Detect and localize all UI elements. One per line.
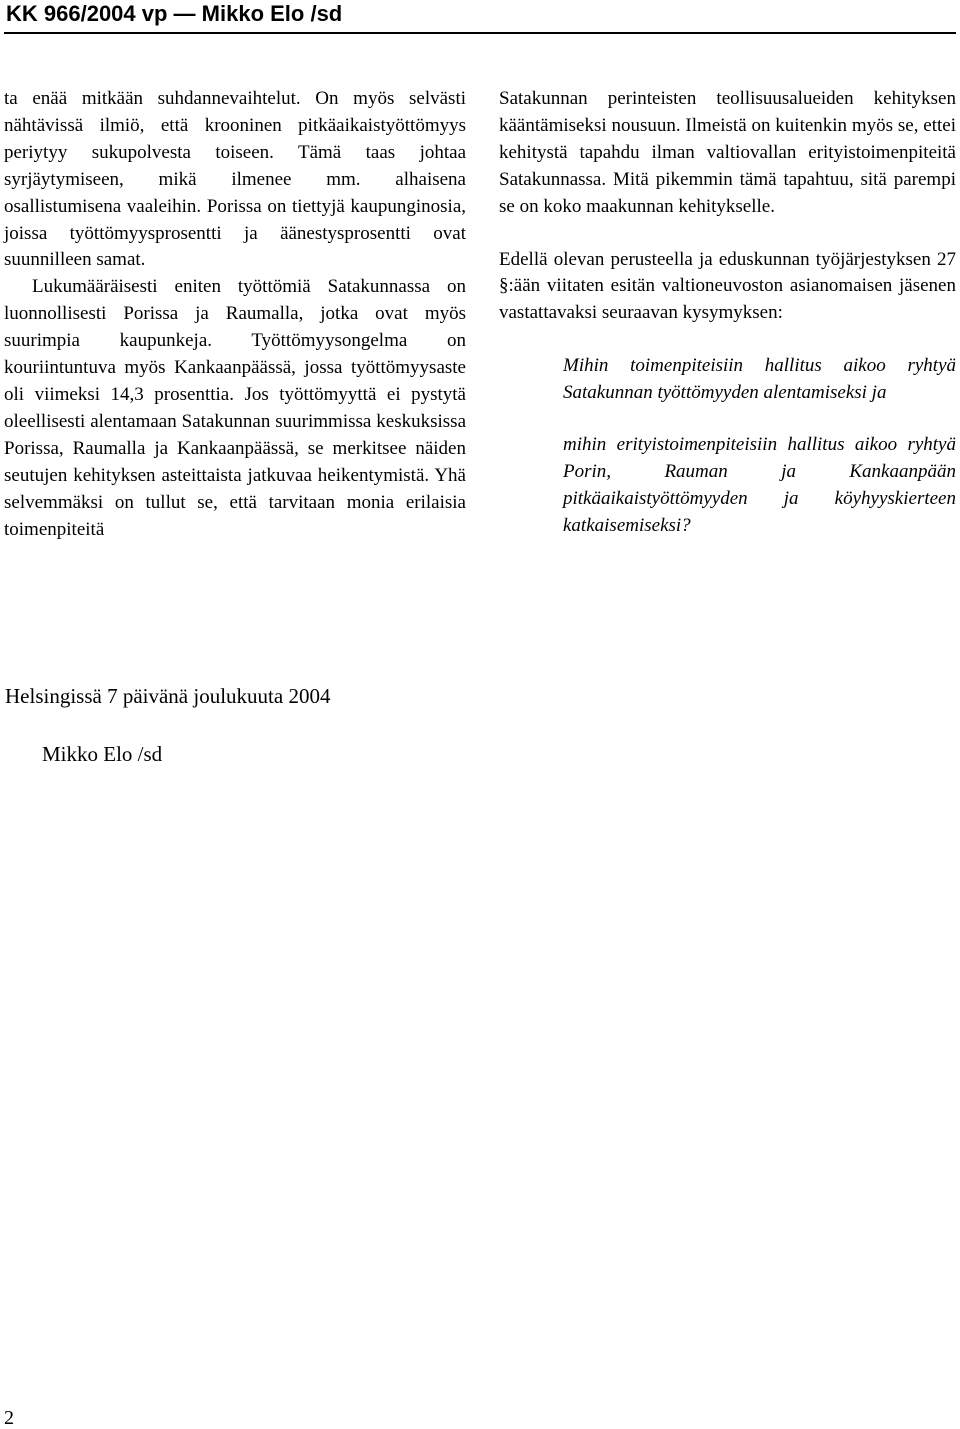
body-paragraph: Edellä olevan perusteella ja eduskunnan työjärjestyksen 27 §:ään viitaten esitän valtioneuvoston asianomaisen jäsenen vastattavaksi seuraavan kysymyksen:: [499, 248, 956, 324]
body-paragraph: Lukumääräisesti eniten työttömiä Satakunnassa on luonnollisesti Porissa ja Raumalla, jotka ovat myös suurimpia kaupunkeja. Työttömyysongelma on kouriintuntuva myös Kankaanpäässä, jossa työttömyysaste oli viimeksi 14,3 prosenttia. Jos työttömyyttä ei pystytä oleellisesti alentamaan Satakunnan suurimmissa keskuksissa Porissa, Raumalla ja Kankaanpäässä, se merkitsee näiden seutujen kehityksen asteittaista jatkuvaa heikentymistä. Yhä selvemmäksi on tullut se, että tarvitaan monia erilaisia toimenpiteitä: [4, 276, 466, 540]
question-item: mihin erityistoimenpiteisiin hallitus aikoo ryhtyä Porin, Rauman ja Kankaanpään pitkäaikaistyöttömyyden ja köyhyyskierteen katkaisemiseksi?: [563, 434, 956, 536]
header-divider: [4, 32, 956, 34]
page-number: 2: [4, 1407, 14, 1429]
right-text-column: [499, 86, 956, 565]
question-list: [563, 353, 956, 539]
left-text-column: [4, 86, 466, 543]
body-paragraph: ta enää mitkään suhdannevaihtelut. On myös selvästi nähtävissä ilmiö, että krooninen pitkäaikaistyöttömyys periytyy sukupolvesta toiseen. Tämä taas johtaa syrjäytymiseen, mikä ilmenee mm. alhaisena osallistumisena vaaleihin. Porissa on tiettyjä kaupunginosia, joissa työttömyysprosentti ja äänestysprosentti ovat suunnilleen samat.: [4, 88, 466, 271]
question-item: Mihin toimenpiteisiin hallitus aikoo ryhtyä Satakunnan työttömyyden alentamiseksi ja: [563, 355, 956, 404]
page-header: [4, 0, 956, 34]
signer-name: Mikko Elo /sd: [42, 742, 163, 766]
signing-place-date: Helsingissä 7 päivänä joulukuuta 2004: [5, 684, 331, 708]
body-paragraph: Satakunnan perinteisten teollisuusalueiden kehityksen kääntämiseksi nousuun. Ilmeistä on kuitenkin myös se, ettei kehitystä tapahdu ilman valtiovallan erityistoimenpiteitä Satakunnassa. Mitä pikemmin tämä tapahtuu, sitä parempi se on koko maakunnan kehitykselle.: [499, 88, 956, 217]
document-title: KK 966/2004 vp — Mikko Elo /sd: [6, 1, 343, 26]
